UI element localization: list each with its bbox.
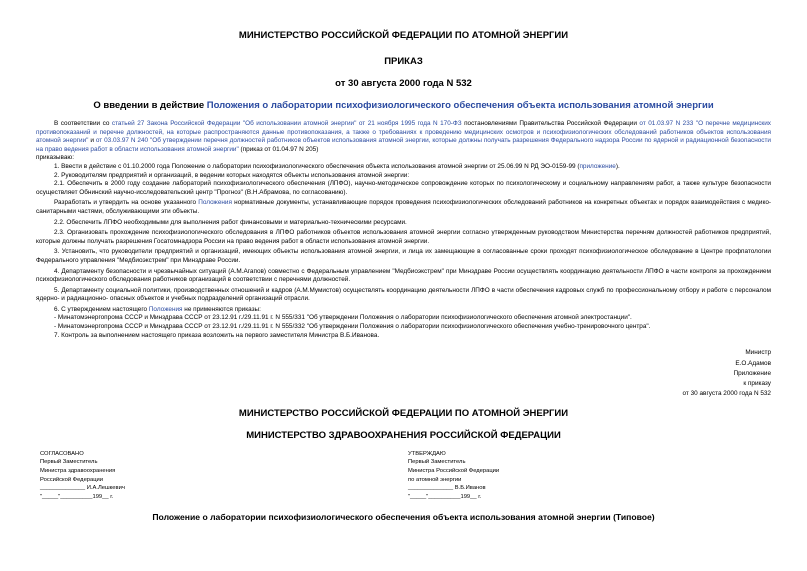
- item-1: 1. Ввести в действие с 01.10.2000 года Положение о лаборатории психофизиологического обеспечения объекта использования атомной энергии от 25.06.99 N РД ЭО-0159-99 (приложение).: [54, 162, 620, 170]
- approved-block: УТВЕРЖДАЮ Первый Заместитель Министра Российской Федерации по атомной энергии ______________ В.Б.Иванов "_____"__________199__ г.: [408, 450, 500, 500]
- order-type: ПРИКАЗ: [384, 56, 423, 67]
- item-2-1: 2.1. Обеспечить в 2000 году создание лабораторий психофизиологического обеспечения (ЛПФО), научно-методическое сопровождение которых по психологическому и социальному направлениям работ, а также культуре безопасности осуществляет Обнинский научно-исследовательский центр "Прогноз" (В.Н.Абрамова, по согласованию).: [36, 180, 771, 196]
- minister-role: Министр: [745, 349, 771, 357]
- item-5: 5. Департаменту социальной политики, производственных отношений и кадров (А.М.Мумистов) осуществлять координацию деятельности ЛПФО в части обеспечения кадровых служб по профессиональному отбору и работе с персоналом ядерно- и радиационно- опасных объектов и учебных подразделений организаций отрасли.: [36, 286, 771, 303]
- order-title-prefix: О введении в действие: [93, 100, 207, 111]
- order-title: [36, 100, 771, 112]
- item-3: 3. Установить, что руководители предприятий и организаций, имеющих объекты использования атомной энергии, и лица их замещающие в согласованные сроки проходят психофизиологическое обследование в Центре профпатологии Федерального управления "Медбиоэкстрем" при Минздраве России.: [36, 248, 771, 264]
- item-6-1: - Минатомэнергопрома СССР и Минздрава СССР от 23.12.91 г./29.11.91 г. N 555/331 "Об утверждении Положения о лаборатории психофизиологического обеспечения атомной электростанции".: [54, 314, 632, 322]
- appendix-ministry-2: МИНИСТЕРСТВО ЗДРАВООХРАНЕНИЯ РОССИЙСКОЙ ФЕДЕРАЦИИ: [246, 429, 561, 441]
- order-date: от 30 августа 2000 года N 532: [335, 78, 472, 89]
- minister-name: Е.О.Адамов: [735, 359, 771, 367]
- order-word: приказываю:: [36, 154, 74, 162]
- appendix-to: к приказу: [743, 380, 771, 388]
- appendix-label: Приложение: [733, 369, 771, 377]
- approval-columns: [36, 450, 771, 512]
- item-6: 6. С утверждением настоящего Положения не применяются приказы:: [54, 305, 261, 313]
- item-4: 4. Департаменту безопасности и чрезвычайных ситуаций (А.М.Агапов) совместно с Федеральным управлением "Медбиоэкстрем" при Минздраве России осуществлять координацию деятельности ЛПФО в части контроля за прохождением психофизиологического обследования работников организаций в соответствии с перечнями должностей.: [36, 267, 771, 284]
- preamble: В соответствии со статьей 27 Закона Российской Федерации "Об использовании атомной энергии" от 21 ноября 1995 года N 170-ФЗ постановлениями Правительства Российской Федерации от 01.03.97 N 233 "О перечне медицинских противопоказаний и перечне должностей, на которые распространяются данные противопоказания, а также о требованиях к проведению медицинских осмотров и психофизиологических обследований работников объектов использования атомной энергии" и от 03.03.97 N 240 "Об утверждении перечня должностей работников объектов использования атомной энергии, которые должны получать разрешения Федерального надзора России по ядерной и радиационной безопасности на право ведения работ в области использования атомной энергии" (приказ от 01.04.97 N 205): [36, 120, 771, 153]
- resolution-233-link[interactable]: от 01.03.97 N 233 "О перечне медицинских противопоказаний и перечне должностей, на которые распространяются данные противопоказания, а также о требованиях к проведению медицинских осмотров и психофизиологических обследований работников объектов использования атомной энергии": [36, 120, 771, 145]
- appendix-ministry-1: МИНИСТЕРСТВО РОССИЙСКОЙ ФЕДЕРАЦИИ ПО АТОМНОЙ ЭНЕРГИИ: [238, 407, 569, 419]
- ministry-heading: МИНИСТЕРСТВО РОССИЙСКОЙ ФЕДЕРАЦИИ ПО АТОМНОЙ ЭНЕРГИИ: [238, 30, 569, 41]
- item-7: 7. Контроль за выполнением настоящего приказа возложить на первого заместителя Министра В.Б.Иванова.: [54, 331, 380, 339]
- agreed-block: СОГЛАСОВАНО Первый Заместитель Министра здравоохранения Российской Федерации ______________ И.А.Лешкевич "_____"__________199__ г.: [40, 450, 125, 500]
- regulation-link-2[interactable]: Положения: [198, 199, 232, 207]
- item-6-2: - Минатомэнергопрома СССР и Минздрава СССР от 23.12.91 г./29.11.91 г. N 555/332 "Об утверждении Положения о лаборатории психофизиологического обеспечения учебно-тренировочного центра".: [54, 323, 651, 331]
- law-article-link[interactable]: статьей 27 Закона Российской Федерации "Об использовании атомной энергии" от 21 ноября 1995 года N 170-ФЗ: [111, 120, 462, 127]
- regulation-title: Положение о лаборатории психофизиологического обеспечения объекта использования атомной энергии (Типовое): [152, 511, 655, 522]
- resolution-240-link[interactable]: от 03.03.97 N 240 "Об утверждении перечня должностей работников объектов использования атомной энергии, которые должны получать разрешения Федерального надзора России по ядерной и радиационной безопасности на право ведения работ в области использования атомной энергии": [36, 137, 771, 153]
- item-2: 2. Руководителям предприятий и организаций, в ведении которых находятся объекты использования атомной энергии:: [54, 171, 410, 179]
- regulation-link-3[interactable]: Положения: [148, 305, 183, 313]
- item-2-1-b: Разработать и утвердить на основе указанного Положения нормативные документы, устанавливающие порядок проведения психофизиологических обследований работников на конкретных объектах и порядок взаимодействия с медико-санитарными частями, обслуживающими эти объекты.: [36, 199, 771, 215]
- signature-block: [36, 348, 771, 399]
- regulation-link[interactable]: Положения о лаборатории психофизиологического обеспечения объекта использования атомной энергии: [206, 100, 714, 111]
- item-2-2: 2.2. Обеспечить ЛПФО необходимыми для выполнения работ финансовыми и материально-техническими ресурсами.: [54, 218, 407, 226]
- appendix-date: от 30 августа 2000 года N 532: [682, 390, 771, 398]
- order-body: [36, 120, 771, 340]
- appendix-link[interactable]: приложение: [579, 162, 616, 170]
- item-2-3: 2.3. Организовать прохождение психофизиологического обследования в ЛПФО работников объектов использования атомной энергии согласно утвержденным руководством Министерства перечням должностей работников предприятий, которые должны получать разрешения Госатомнадзора России на право ведения работ в области использования атомной энергии.: [36, 229, 771, 245]
